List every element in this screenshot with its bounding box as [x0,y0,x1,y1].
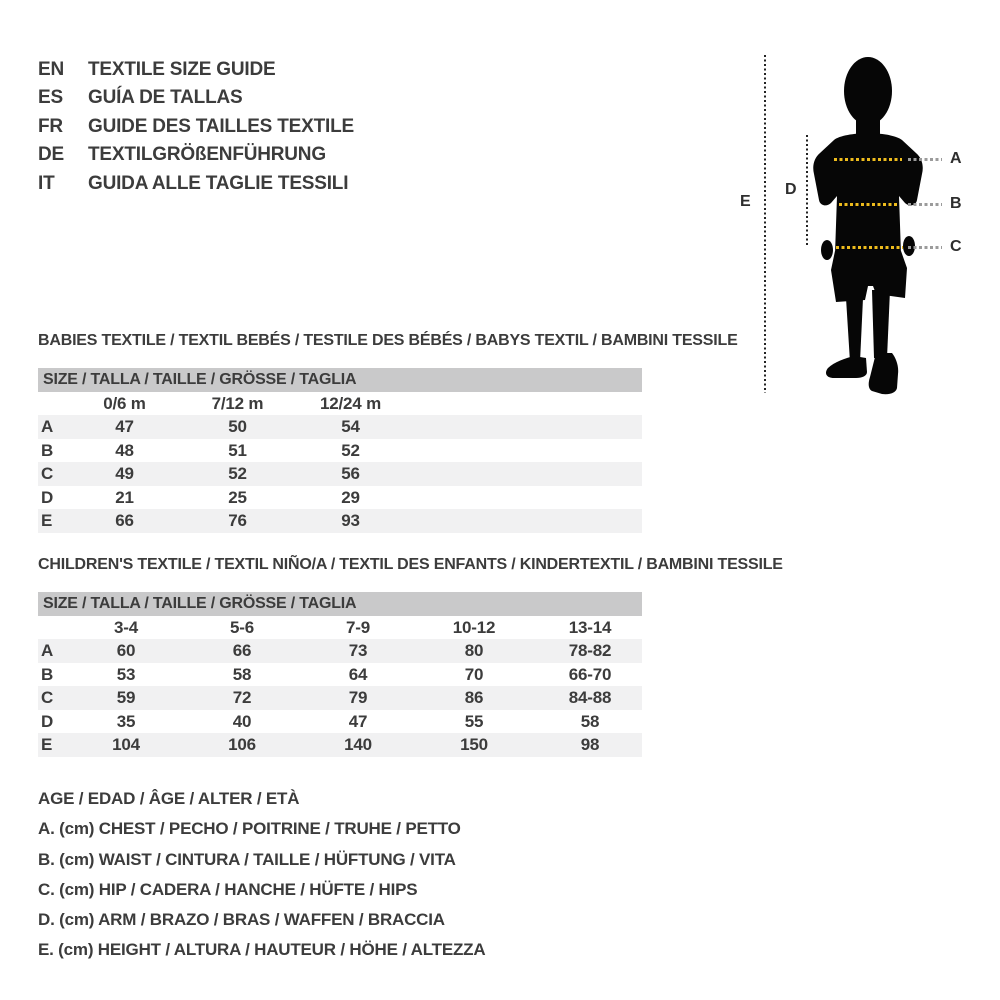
size-value: 150 [460,735,488,755]
size-value: 106 [228,735,256,755]
legend-item: E. (cm) HEIGHT / ALTURA / HAUTEUR / HÖHE / ALTEZZA [38,940,486,960]
size-value: 66 [115,511,134,531]
language-code: DE [38,144,64,166]
table-body [38,639,642,757]
size-value: 56 [341,464,360,484]
marker-label-D: D [785,181,797,198]
language-code: FR [38,115,63,137]
size-value: 93 [341,511,360,531]
size-value: 140 [344,735,372,755]
language-title-row [38,170,354,198]
silhouette-shorts [831,251,907,302]
child-silhouette-icon [810,40,950,400]
row-label: B [41,664,54,684]
table-row [38,639,642,663]
size-value: 40 [232,711,252,731]
size-value: 47 [115,417,134,436]
language-title-list [38,56,354,198]
hip-measure-line-C [836,246,903,249]
column-header: 5-6 [230,618,254,637]
size-value: 72 [232,688,252,708]
table-row [38,663,642,687]
marker-label-C: C [950,238,962,255]
size-value: 53 [116,664,136,684]
marker-label-A: A [950,150,962,167]
language-code: IT [38,172,55,194]
size-value: 35 [116,711,136,731]
size-value: 76 [228,511,247,531]
size-value: 25 [228,487,247,507]
silhouette-left-shoe [826,356,867,378]
size-value: 50 [228,417,247,436]
size-value: 51 [228,440,247,460]
chest-leader-dots [908,158,942,161]
size-value: 79 [348,688,368,708]
size-value: 47 [348,711,368,731]
silhouette-left-hand [821,240,833,260]
language-code: EN [38,59,64,80]
marker-label-B: B [950,195,962,212]
children-section-heading: CHILDREN'S TEXTILE / TEXTIL NIÑO/A / TEXTIL DES ENFANTS / KINDERTEXTIL / BAMBINI TESSILE [38,556,783,573]
column-header: 13-14 [568,618,612,637]
language-code: ES [38,87,63,109]
row-label: C [41,464,54,484]
size-value: 80 [464,641,484,660]
legend-item-list [38,814,485,965]
size-value: 66-70 [568,664,612,684]
column-header: 10-12 [452,618,496,637]
language-title-row [38,113,354,141]
size-value: 104 [112,735,140,755]
row-label: A [41,417,54,436]
guide-title: GUÍA DE TALLAS [88,87,243,109]
measurement-figure [725,40,1000,402]
size-header-bar: SIZE / TALLA / TAILLE / GRÖSSE / TAGLIA [38,592,642,616]
size-value: 49 [115,464,134,484]
size-value: 59 [116,688,136,708]
silhouette-right-shoe [869,353,899,394]
size-value: 52 [228,464,247,484]
row-label-spacer [38,616,68,639]
guide-title: TEXTILE SIZE GUIDE [88,59,276,80]
size-value: 73 [348,641,368,660]
size-value: 48 [115,440,134,460]
size-value: 66 [232,641,252,660]
legend-item: D. (cm) ARM / BRAZO / BRAS / WAFFEN / BRACCIA [38,910,445,930]
size-value: 78-82 [568,641,612,660]
size-header-bar: SIZE / TALLA / TAILLE / GRÖSSE / TAGLIA [38,368,642,392]
row-label-spacer [38,392,68,415]
size-value: 60 [116,641,136,660]
guide-title: GUIDE DES TAILLES TEXTILE [88,115,354,137]
size-value: 70 [464,664,484,684]
size-value: 29 [341,487,360,507]
size-value: 58 [232,664,252,684]
chest-measure-line-A [834,158,902,161]
table-row [38,733,642,757]
row-label: B [41,440,54,460]
legend-item: C. (cm) HIP / CADERA / HANCHE / HÜFTE / HIPS [38,879,418,899]
column-header-row [38,616,642,639]
size-value: 55 [464,711,484,731]
row-label: C [41,688,54,708]
size-value: 86 [464,688,484,708]
row-label: D [41,711,54,731]
row-label: E [41,735,53,755]
guide-title: TEXTILGRÖßENFÜHRUNG [88,144,326,166]
babies-size-table [38,368,642,533]
legend-item: B. (cm) WAIST / CINTURA / TAILLE / HÜFTUNG / VITA [38,849,456,869]
size-value: 84-88 [568,688,612,708]
row-label: A [41,641,54,660]
language-title-row [38,84,354,112]
table-row [38,509,642,533]
language-title-row [38,56,354,84]
silhouette-left-leg [846,298,863,362]
size-value: 21 [115,487,134,507]
children-size-table [38,592,642,757]
size-value: 54 [341,417,360,436]
column-header: 3-4 [114,618,138,637]
table-body [38,415,642,533]
column-header: 7/12 m [211,394,264,413]
table-row [38,710,642,734]
column-header-row [38,392,642,415]
column-header: 7-9 [346,618,370,637]
waist-measure-line-B [839,203,898,206]
size-value: 64 [348,664,368,684]
column-header: 12/24 m [320,394,381,413]
legend-age-line: AGE / EDAD / ÂGE / ALTER / ETÀ [38,789,300,808]
marker-label-E: E [740,193,751,210]
language-title-row [38,141,354,169]
table-row [38,462,642,486]
size-value: 58 [580,711,600,731]
row-label: E [41,511,53,531]
size-value: 98 [580,735,600,755]
measurement-legend [38,784,485,966]
legend-item: A. (cm) CHEST / PECHO / POITRINE / TRUHE / PETTO [38,819,461,839]
column-header: 0/6 m [103,394,146,413]
table-row [38,686,642,710]
babies-section-heading: BABIES TEXTILE / TEXTIL BEBÉS / TESTILE DES BÉBÉS / BABYS TEXTIL / BAMBINI TESSILE [38,332,738,349]
row-label: D [41,487,54,507]
table-row [38,486,642,510]
height-measure-line-E [764,55,766,393]
silhouette-right-leg [872,290,890,358]
waist-leader-dots [908,203,942,206]
arm-measure-line-D [806,135,808,245]
table-row [38,439,642,463]
size-value: 52 [341,440,360,460]
guide-title: GUIDA ALLE TAGLIE TESSILI [88,172,349,194]
table-row [38,415,642,439]
hip-leader-dots [908,246,942,249]
